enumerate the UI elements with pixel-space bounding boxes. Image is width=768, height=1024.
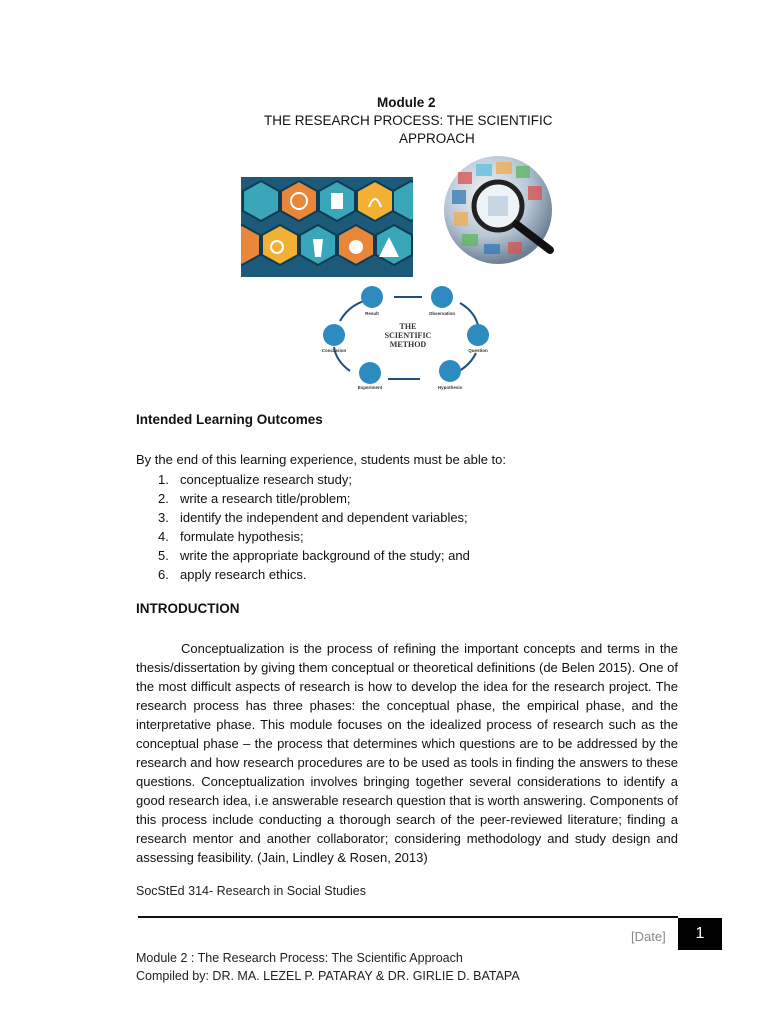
introduction-paragraph: Conceptualization is the process of refining the important concepts and terms in the thesis/dissertation by giving them conceptual or theoretical definitions (de Belen 2015). One of the most difficult aspects of research is how to develop the idea for the research project. The research process has three phases: the conceptual phase, the empirical phase, and the interpretative phase. This module focuses on the idealized process of research such as the conceptual phase – the process that determines which questions are to be addressed by the research and how research procedures are to be used as tools in finding the answers to these questions. Conceptualization involves bringing together several considerations to identify a good research idea, i.e answerable research question that is worth answering. Components of this process include conducting a thorough search of the peer-reviewed literature; finding a research mentor and another collaborator; considering methodology and study design and assessing feasibility. (Jain, Lindley & Rosen, 2013) xyxy=(136,641,678,865)
course-label: SocStEd 314- Research in Social Studies xyxy=(136,884,366,898)
footer-compiled-by: Compiled by: DR. MA. LEZEL P. PATARAY & DR. GIRLIE D. BATAPA xyxy=(136,969,520,983)
module-title-line-1: THE RESEARCH PROCESS: THE SCIENTIFIC xyxy=(264,113,553,128)
science-icons-illustration xyxy=(241,177,413,277)
cycle-step-observation: Observation xyxy=(428,311,456,316)
introduction-heading: INTRODUCTION xyxy=(136,601,240,616)
date-field[interactable]: [Date] xyxy=(631,929,666,944)
cycle-step-question: Question xyxy=(468,348,488,353)
footer-divider xyxy=(138,916,678,918)
learning-outcomes-heading: Intended Learning Outcomes xyxy=(136,412,323,427)
cycle-step-conclusion: Conclusion xyxy=(321,348,347,353)
list-item: 5. write the appropriate background of the study; and xyxy=(158,548,470,563)
globe-magnifier-illustration xyxy=(440,150,580,276)
cycle-center-label-1: THE xyxy=(399,322,417,331)
page-number-box: 1 xyxy=(678,918,722,950)
cycle-step-hypothesis: Hypothesis xyxy=(437,385,463,390)
cycle-center-label-3: METHOD xyxy=(389,340,427,349)
footer-module-line: Module 2 : The Research Process: The Scientific Approach xyxy=(136,951,463,965)
list-item: 4. formulate hypothesis; xyxy=(158,529,304,544)
cycle-step-result: Result xyxy=(365,311,379,316)
cycle-step-experiment: Experiment xyxy=(357,385,383,390)
list-item: 2. write a research title/problem; xyxy=(158,491,351,506)
learning-outcomes-list xyxy=(158,470,470,584)
list-item: 6. apply research ethics. xyxy=(158,567,307,582)
module-number: Module 2 xyxy=(377,95,436,110)
list-item: 1. conceptualize research study; xyxy=(158,472,352,487)
scientific-method-cycle-diagram xyxy=(310,285,506,393)
learning-outcomes-intro: By the end of this learning experience, students must be able to: xyxy=(136,452,507,467)
cycle-center-label-2: SCIENTIFIC xyxy=(384,331,432,340)
list-item: 3. identify the independent and dependent variables; xyxy=(158,510,468,525)
module-title-line-2: APPROACH xyxy=(399,131,475,146)
